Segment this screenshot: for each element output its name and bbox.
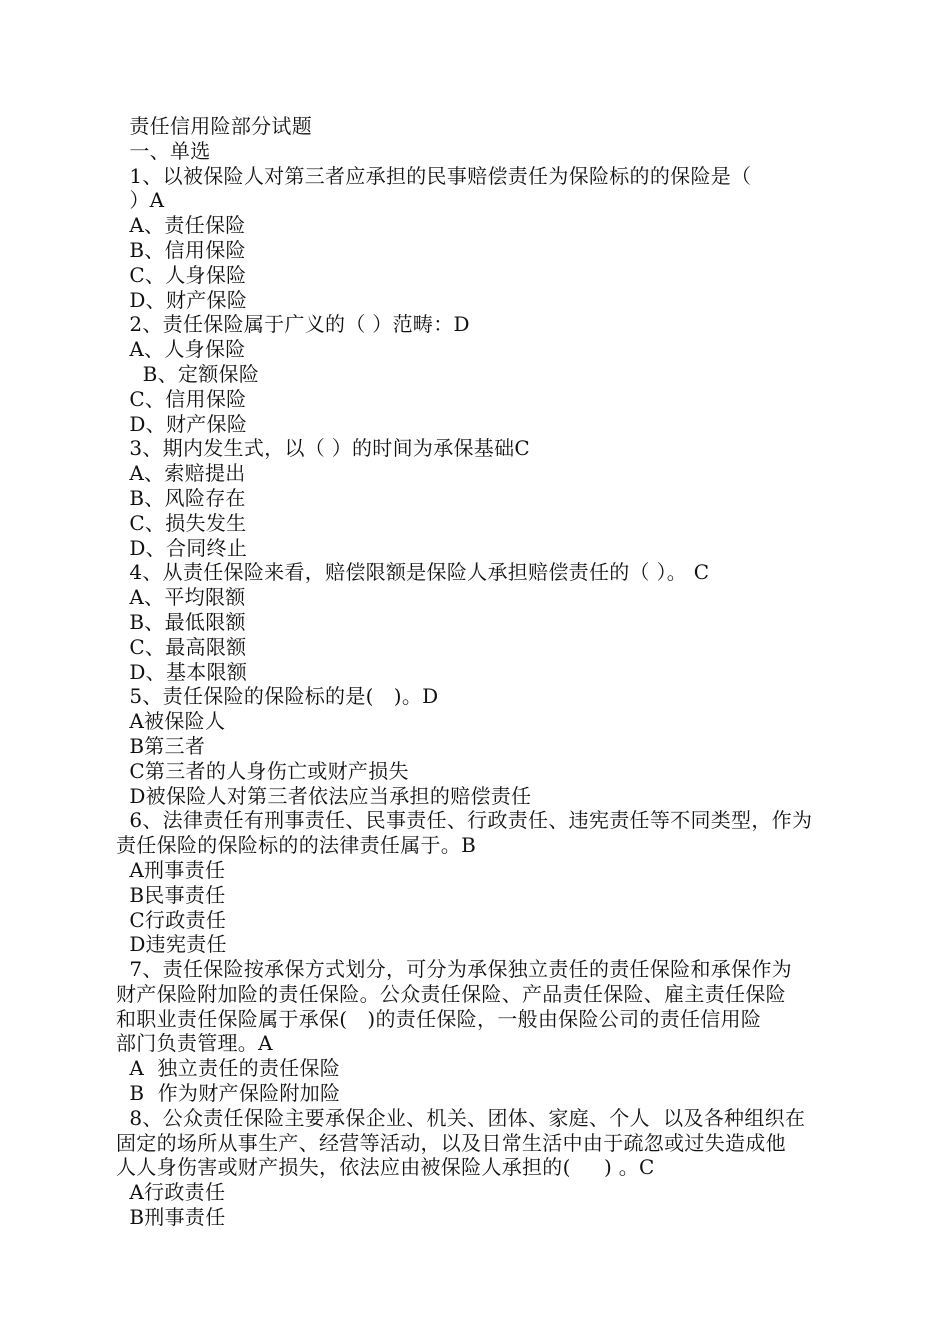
text-line: 财产保险附加险的责任保险。公众责任保险、产品责任保险、雇主责任保险 (116, 981, 786, 1006)
text-line: C、人身保险 (116, 262, 247, 287)
text-line: 固定的场所从事生产、经营等活动，以及日常生活中由于疏忽或过失造成他 (116, 1130, 786, 1155)
text-line: C行政责任 (116, 907, 227, 932)
text-line: D、基本限额 (116, 659, 248, 684)
text-line: A、责任保险 (116, 213, 246, 238)
text-line: 2、责任保险属于广义的（ ）范畴：D (116, 312, 470, 337)
text-line: A、平均限额 (116, 585, 246, 610)
text-line: 4、从责任保险来看，赔偿限额是保险人承担赔偿责任的（ ）。 C (116, 560, 710, 585)
text-line: 和职业责任保险属于承保( )的责任保险，一般由保险公司的责任信用险 (116, 1006, 762, 1031)
document-body (116, 114, 846, 1230)
text-line: 人人身伤害或财产损失，依法应由被保险人承担的( ) 。C (116, 1155, 655, 1180)
text-line: D、合同终止 (116, 535, 248, 560)
text-line: 8、公众责任保险主要承保企业、机关、团体、家庭、个人 以及各种组织在 (116, 1105, 806, 1130)
text-line: B第三者 (116, 733, 206, 758)
text-line: A被保险人 (116, 709, 226, 734)
text-line: B、最低限额 (116, 609, 246, 634)
text-line: B刑事责任 (116, 1205, 226, 1230)
text-line: D、财产保险 (116, 287, 248, 312)
text-line: 一、单选 (116, 138, 211, 163)
text-line: ）A (116, 188, 165, 213)
text-line: C、信用保险 (116, 386, 247, 411)
text-line: D被保险人对第三者依法应当承担的赔偿责任 (116, 783, 532, 808)
text-line: 6、法律责任有刑事责任、民事责任、行政责任、违宪责任等不同类型，作为 (116, 808, 813, 833)
text-line: B 作为财产保险附加险 (116, 1081, 341, 1106)
text-line: C、损失发生 (116, 510, 247, 535)
text-line: B、风险存在 (116, 485, 246, 510)
text-line: 责任保险的保险标的的法律责任属于。B (116, 833, 477, 858)
text-line: 3、期内发生式，以（ ）的时间为承保基础C (116, 436, 530, 461)
text-line: A刑事责任 (116, 857, 226, 882)
text-line: A 独立责任的责任保险 (116, 1056, 341, 1081)
text-line: B民事责任 (116, 882, 226, 907)
text-line: B、信用保险 (116, 237, 246, 262)
text-line: D、财产保险 (116, 411, 248, 436)
text-line: A、人身保险 (116, 337, 246, 362)
text-line: A行政责任 (116, 1180, 226, 1205)
text-line: A、索赔提出 (116, 461, 246, 486)
document-title: 责任信用险部分试题 (116, 114, 313, 138)
text-line: D违宪责任 (116, 932, 227, 957)
text-line: C第三者的人身伤亡或财产损失 (116, 758, 409, 783)
document-lines (116, 139, 846, 1230)
text-line: 1、以被保险人对第三者应承担的民事赔偿责任为保险标的的保险是（ (116, 163, 752, 188)
text-line: B、定额保险 (116, 361, 260, 386)
text-line: 7、责任保险按承保方式划分，可分为承保独立责任的责任保险和承保作为 (116, 957, 792, 982)
text-line: 部门负责管理。A (116, 1031, 273, 1056)
text-line: C、最高限额 (116, 634, 247, 659)
text-line: 5、责任保险的保险标的是( )。D (116, 684, 439, 709)
